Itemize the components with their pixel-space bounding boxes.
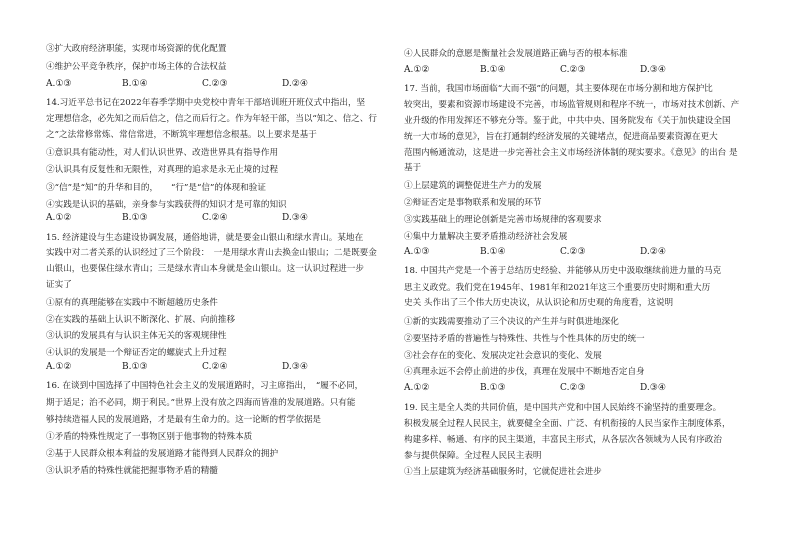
- question-13-options: [46, 78, 366, 90]
- option-b[interactable]: B.①④: [122, 79, 148, 89]
- question-16-stem: 够持续造福人民的发展道路，才是最有生命力的。这一论断的哲学依据是: [46, 415, 322, 425]
- question-16-choice-1: ①矛盾的特殊性规定了一事物区别于他事物的特殊本质: [46, 432, 253, 442]
- option-a[interactable]: A.①③: [404, 247, 430, 257]
- question-13-choice-3: ③扩大政府经济职能，实现市场资源的优化配置: [46, 44, 227, 54]
- question-17-stem: 业升级的作用发挥还不够充分等。鉴于此，中共中央、国务院发布《关于加快建设全国: [404, 116, 731, 126]
- question-16-options: [404, 64, 724, 76]
- option-c[interactable]: C.②③: [202, 79, 228, 89]
- option-d[interactable]: D.③④: [640, 383, 666, 393]
- option-d[interactable]: D.③④: [282, 213, 308, 223]
- question-15-choice-3: ③认识的发展具有与认识主体无关的客观规律性: [46, 331, 227, 341]
- option-d[interactable]: D.③④: [640, 65, 666, 75]
- option-b[interactable]: B.①③: [480, 383, 506, 393]
- question-19-stem: 19. 民主是全人类的共同价值，是中国共产党和中国人民始终不渝坚持的重要理念。: [404, 403, 722, 413]
- question-13-choice-4: ④维护公平竞争秩序，保护市场主体的合法权益: [46, 62, 227, 72]
- question-17-choice-1: ①上层建筑的调整促进生产力的发展: [404, 181, 542, 191]
- option-b[interactable]: B.①④: [480, 65, 506, 75]
- option-d[interactable]: D.③④: [282, 362, 308, 372]
- question-17-choice-4: ④集中力量解决主要矛盾推动经济社会发展: [404, 232, 568, 242]
- question-14-choice-4: ④实践是认识的基础，亲身参与实践获得的知识才是可靠的知识: [46, 200, 287, 210]
- question-14-choice-2: ②认识具有反复性和无限性，对真理的追求是永无止境的过程: [46, 165, 279, 175]
- option-c[interactable]: C.②④: [202, 362, 228, 372]
- question-15-stem: 证实了: [46, 280, 72, 290]
- option-b[interactable]: B.①③: [122, 362, 148, 372]
- question-15-stem: 山银山，也要保住绿水青山；三是绿水青山本身就是金山银山。这一认识过程进一步: [46, 264, 364, 274]
- question-17-stem: 17. 当前，我国市场面临“大而不强”的问题，其主要体现在市场分割和地方保护比: [404, 84, 713, 94]
- option-b[interactable]: B.①③: [122, 213, 148, 223]
- question-16-choice-2: ②基于人民群众根本利益的发展道路才能得到人民群众的拥护: [46, 449, 279, 459]
- option-c[interactable]: C.②③: [560, 65, 586, 75]
- question-16-stem: 期于适足；治不必同，期于利民。”世界上没有放之四海而皆准的发展道路。只有能: [46, 398, 356, 408]
- question-15-stem: 实践中对二者关系的认识经过了三个阶段： 一是用绿水青山去换金山银山；二是既要金: [46, 248, 377, 258]
- question-19-stem: 参与提供保障。全过程人民民主表明: [404, 451, 542, 461]
- question-18-choice-4: ④真理永远不会停止前进的步伐，真理在发展中不断地否定自身: [404, 367, 645, 377]
- question-14-stem: 之”之法常修常炼、常信常进，不断筑牢理想信念根基。以上要求是基于: [46, 130, 317, 140]
- question-16-choice-3: ③认识矛盾的特殊性就能把握事物矛盾的精髓: [46, 466, 218, 476]
- question-15-choice-1: ①原有的真理能够在实践中不断超越历史条件: [46, 298, 218, 308]
- question-18-choice-2: ②要坚持矛盾的普遍性与特殊性、共性与个性具体的历史的统一: [404, 334, 645, 344]
- question-17-stem: 统一大市场的意见》，旨在打通制约经济发展的关键堵点，促进商品要素资源在更大: [404, 132, 718, 142]
- option-a[interactable]: A.①③: [46, 79, 72, 89]
- question-19-choice-1: ①当上层建筑为经济基础服务时，它就促进社会进步: [404, 467, 602, 477]
- question-16-stem: 16. 在谈到中国选择了中国特色社会主义的发展道路时，习主席指出， “履不必同，: [46, 381, 364, 391]
- question-16-choice-4: ④人民群众的意愿是衡量社会发展道路正确与否的根本标准: [404, 49, 628, 59]
- question-18-choice-3: ③社会存在的变化、发展决定社会意识的变化、发展: [404, 351, 602, 361]
- option-a[interactable]: A.①②: [46, 362, 72, 372]
- question-14-choice-1: ①意识具有能动性，对人们认识世界、改造世界具有指导作用: [46, 148, 279, 158]
- option-c[interactable]: C.②③: [560, 247, 586, 257]
- question-18-stem: 史关 头作出了三个伟大历史决议，从认识论和历史观的角度看，这说明: [404, 298, 674, 308]
- option-a[interactable]: A.①②: [404, 383, 430, 393]
- question-17-options: [404, 246, 724, 258]
- question-15-stem: 15. 经济建设与生态建设协调发展，通俗地讲，就是要金山银山和绿水青山。某地在: [46, 233, 364, 243]
- question-15-choice-2: ②在实践的基础上认识不断深化、扩展、向前推移: [46, 315, 236, 325]
- question-14-choice-3: ③“信”是“知”的升华和目的， “行”是“信”的体现和验证: [46, 183, 266, 193]
- option-c[interactable]: C.②③: [560, 383, 586, 393]
- option-d[interactable]: D.②④: [640, 247, 666, 257]
- question-14-stem: 14.习近平总书记在2022年春季学期中央党校中青年干部培训班开班仪式中指出，坚: [46, 98, 366, 108]
- question-18-choice-1: ①新的实践需要推动了三个决议的产生并与时俱进地深化: [404, 317, 619, 327]
- question-17-choice-2: ②辩证否定是事物联系和发展的环节: [404, 198, 542, 208]
- question-15-options: [46, 361, 366, 373]
- question-18-stem: 思主义政党。我们党在1945年、1981年和2021年这三个重要历史时期和重大历: [404, 283, 711, 293]
- question-19-stem: 积极发展全过程人民民主，就要健全全面、广泛、有机衔接的人民当家作主制度体系，: [404, 419, 731, 429]
- question-14-options: [46, 212, 366, 224]
- question-15-choice-4: ④认识的发展是一个辩证否定的螺旋式上升过程: [46, 348, 227, 358]
- option-c[interactable]: C.②④: [202, 213, 228, 223]
- question-17-stem: 基于: [404, 163, 422, 173]
- question-17-stem: 较突出，要素和资源市场建设不完善，市场监管规则和程序不统一，市场对技术创新、产: [404, 100, 740, 110]
- question-14-stem: 定理想信念，必先知之而后信之，信之而后行之。作为年轻干部，当以“知之、信之、行: [46, 114, 377, 124]
- question-19-stem: 构建多样、畅通、有序的民主渠道，丰富民主形式，从各层次各领域为人民有序政治: [404, 435, 722, 445]
- question-17-choice-3: ③实践基础上的理论创新是完善市场规律的客观要求: [404, 215, 602, 225]
- option-a[interactable]: A.①②: [404, 65, 430, 75]
- option-a[interactable]: A.①②: [46, 213, 72, 223]
- question-17-stem: 范围内畅通流动，这是进一步完善社会主义市场经济体制的现实要求。《意见》的出台 是: [404, 148, 738, 158]
- question-18-stem: 18. 中国共产党是一个善于总结历史经验、并能够从历史中汲取继续前进力量的马克: [404, 266, 722, 276]
- option-d[interactable]: D.②④: [282, 79, 308, 89]
- option-b[interactable]: B.①④: [480, 247, 506, 257]
- question-18-options: [404, 382, 724, 394]
